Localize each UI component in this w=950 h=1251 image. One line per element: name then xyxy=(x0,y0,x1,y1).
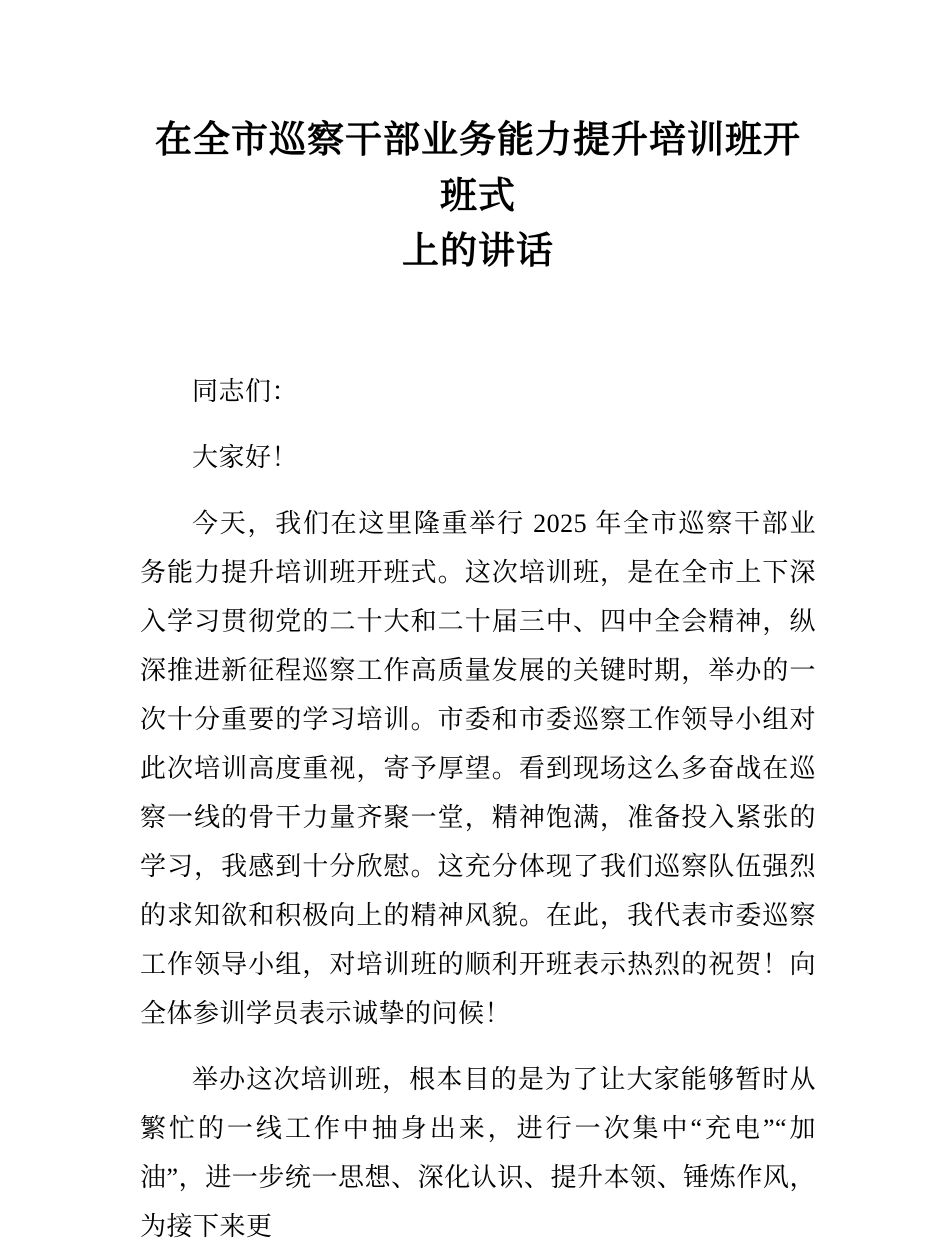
title-line-2: 上的讲话 xyxy=(402,230,554,271)
paragraph-greeting: 大家好！ xyxy=(192,442,299,472)
paragraph-body-2: 举办这次培训班，根本目的是为了让大家能够暂时从繁忙的一线工作中抽身出来，进行一次集中“充电”“加油”，进一步统一思想、深化认识、提升本领、锤炼作风，为接下来更 xyxy=(140,1064,816,1241)
title-line-1: 在全市巡察干部业务能力提升培训班开班式 xyxy=(155,119,801,216)
paragraph-salutation: 同志们： xyxy=(192,376,299,406)
paragraph-body-1: 今天，我们在这里隆重举行 2025 年全市巡察干部业务能力提升培训班开班式。这次培训班，是在全市上下深入学习贯彻党的二十大和二十届三中、四中全会精神，纵深推进新征程巡察工作高质量发展的关键时期，举办的一次十分重要的学习培训。市委和市委巡察工作领导小组对此次培训高度重视，寄予厚望。看到现场这么多奋战在巡察一线的骨干力量齐聚一堂，精神饱满，准备投入紧张的学习，我感到十分欣慰。这充分体现了我们巡察队伍强烈的求知欲和积极向上的精神风貌。在此，我代表市委巡察工作领导小组，对培训班的顺利开班表示热烈的祝贺！向全体参训学员表示诚挚的问候！ xyxy=(140,508,816,1028)
page-title xyxy=(140,112,816,279)
